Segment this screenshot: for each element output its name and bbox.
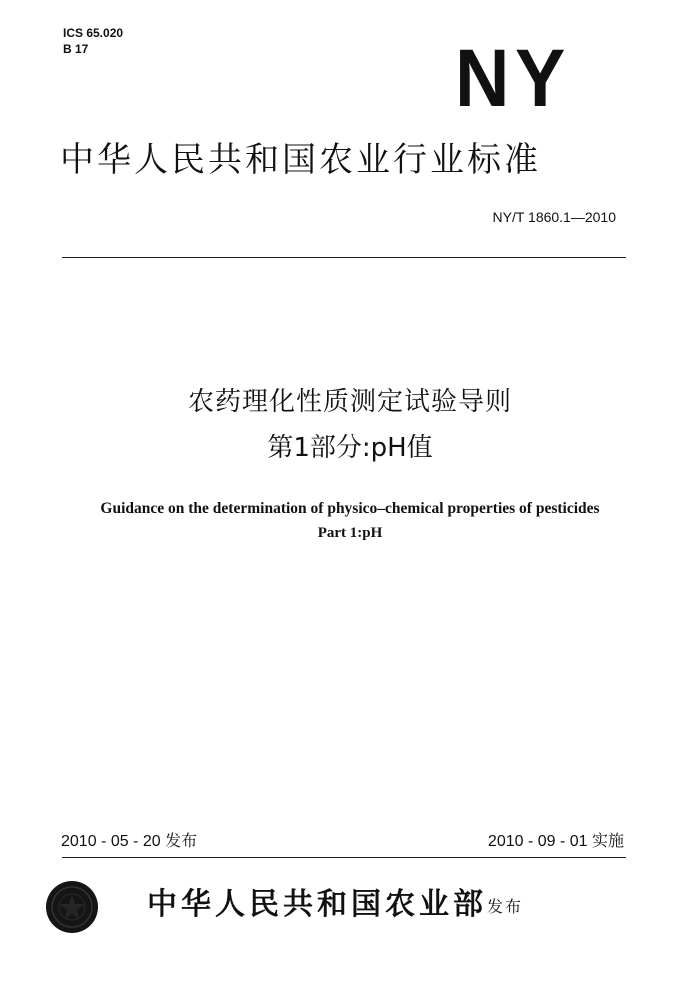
publish-label: 发布 [487, 897, 524, 916]
standard-category-title: 中华人民共和国农业行业标准 [60, 140, 541, 180]
issue-date: 2010 - 05 - 20 发布 [61, 833, 198, 850]
ministry-seal-icon [45, 880, 99, 934]
ics-code: ICS 65.020 [63, 26, 124, 40]
standard-number: NY/T 1860.1—2010 [492, 209, 616, 225]
implementation-date: 2010 - 09 - 01 实施 [487, 833, 624, 850]
bottom-divider [62, 857, 626, 858]
ny-logo: NY [455, 33, 571, 124]
top-divider [62, 257, 626, 258]
issuing-authority: 中华人民共和国农业部 [147, 887, 487, 922]
document-title-en: Guidance on the determination of physico–chemical properties of pesticides [100, 500, 600, 517]
document-title-zh: 农药理化性质测定试验导则 [187, 387, 512, 417]
document-subtitle-zh: 第1部分:pH值 [267, 433, 433, 463]
document-subtitle-en: Part 1:pH [317, 525, 383, 541]
ccs-code: B 17 [63, 42, 89, 56]
